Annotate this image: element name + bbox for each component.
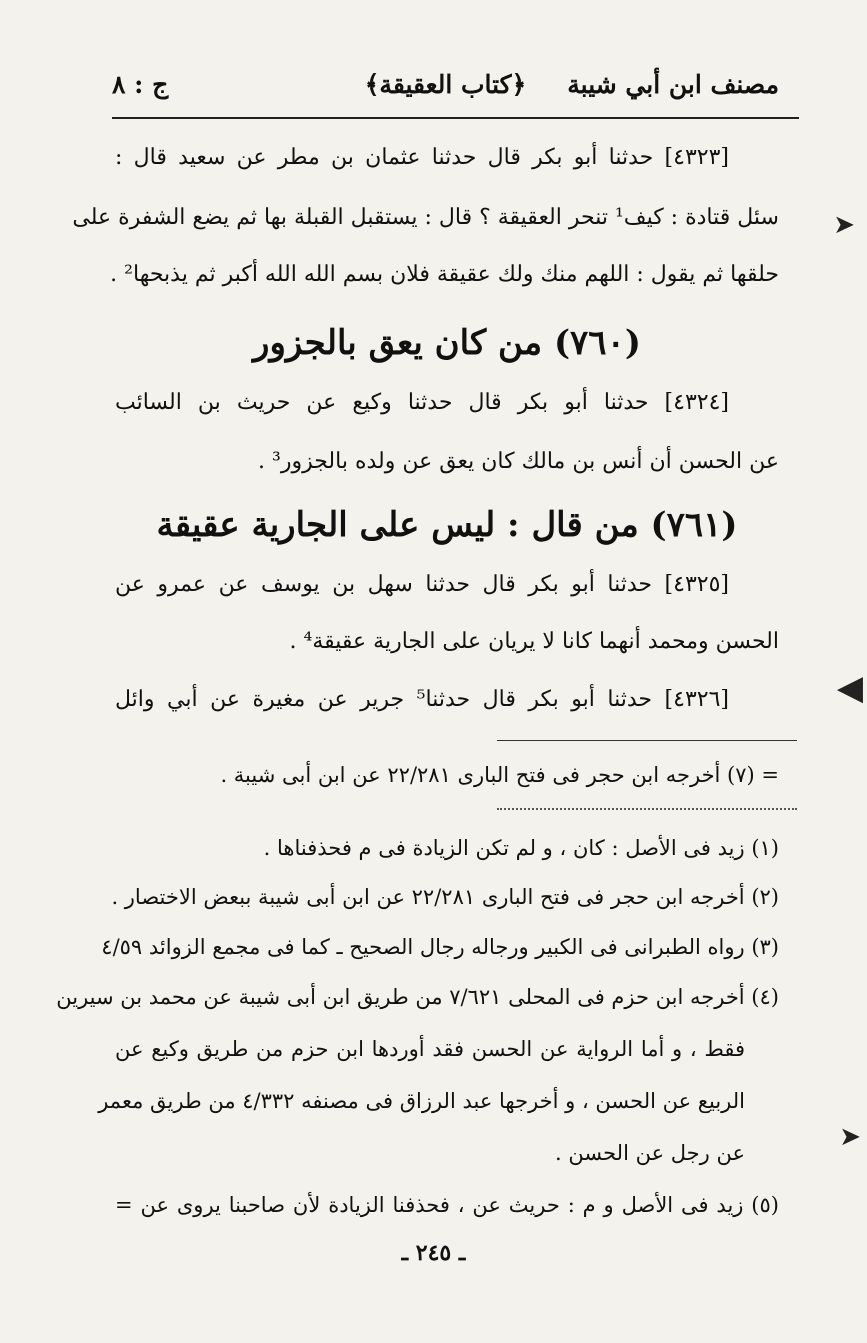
margin-arrow-icon: ➤	[833, 210, 855, 240]
chapter-760-heading: (٧٦٠) من كان يعق بالجزور	[253, 323, 641, 363]
footnote-3: (٣) رواه الطبرانى فى الكبير ورجاله رجال الصحيح ـ كما فى مجمع الزوائد ٤/٥٩	[101, 935, 779, 959]
footnote-4-line-4: عن رجل عن الحسن .	[555, 1141, 745, 1165]
book-title: مصنف ابن أبي شيبة	[567, 70, 779, 99]
footnote-2: (٢) أخرجه ابن حجر فى فتح البارى ٢٢/٢٨١ عن ابن أبى شيبة ببعض الاختصار .	[111, 885, 779, 909]
page-number: ـ ٢٤٥ ـ	[401, 1240, 466, 1266]
hadith-4325-line-2: الحسن ومحمد أنهما كانا لا يريان على الجارية عقيقة⁴ .	[289, 629, 779, 654]
continued-footnote: = (٧) أخرجه ابن حجر فى فتح البارى ٢٢/٢٨١ عن ابن أبى شيبة .	[220, 763, 779, 787]
margin-tab-icon: ◀	[836, 668, 863, 708]
hadith-4326-line-1: [٤٣٢٦] حدثنا أبو بكر قال حدثنا⁵ جرير عن مغيرة عن أبي وائل	[115, 687, 729, 712]
footnote-1: (١) زيد فى الأصل : كان ، و لم تكن الزيادة فى م فحذفناها .	[263, 836, 779, 860]
hadith-4325-line-1: [٤٣٢٥] حدثنا أبو بكر قال حدثنا سهل بن يوسف عن عمرو عن	[115, 572, 729, 597]
hadith-4324-line-2: عن الحسن أن أنس بن مالك كان يعق عن ولده بالجزور³ .	[258, 449, 779, 474]
volume-number: ج : ٨	[112, 70, 169, 99]
footnote-4-line-2: فقط ، و أما الرواية عن الحسن فقد أوردها ابن حزم من طريق وكيع عن	[115, 1037, 745, 1061]
hadith-4323-line-1: [٤٣٢٣] حدثنا أبو بكر قال حدثنا عثمان بن مطر عن سعيد قال :	[115, 145, 729, 170]
footnote-4-line-1: (٤) أخرجه ابن حزم فى المحلى ٧/٦٢١ من طريق ابن أبى شيبة عن محمد بن سيرين	[56, 985, 779, 1009]
chapter-761-heading: (٧٦١) من قال : ليس على الجارية عقيقة	[156, 505, 738, 545]
hadith-4324-line-1: [٤٣٢٤] حدثنا أبو بكر قال حدثنا وكيع عن حريث بن السائب	[115, 390, 729, 415]
hadith-4323-line-3: حلقها ثم يقول : اللهم منك ولك عقيقة فلان بسم الله الله أكبر ثم يذبحها² .	[110, 262, 779, 287]
running-header	[112, 62, 779, 112]
footnote-5: (٥) زيد فى الأصل و م : حريث عن ، فحذفنا الزيادة لأن صاحبنا يروى عن =	[115, 1193, 779, 1217]
hadith-4323-line-2: سئل قتادة : كيف¹ تنحر العقيقة ؟ قال : يستقبل القبلة بها ثم يضع الشفرة على	[72, 205, 779, 230]
footnote-4-line-3: الربيع عن الحسن ، و أخرجها عبد الرزاق فى مصنفه ٤/٣٣٢ من طريق معمر	[98, 1089, 745, 1113]
chapter-title: ﴿كتاب العقيقة﴾	[364, 70, 527, 99]
footnote-divider	[497, 808, 797, 810]
footnote-separator	[497, 740, 797, 741]
margin-arrow-icon: ➤	[839, 1122, 861, 1152]
header-rule	[112, 117, 799, 119]
